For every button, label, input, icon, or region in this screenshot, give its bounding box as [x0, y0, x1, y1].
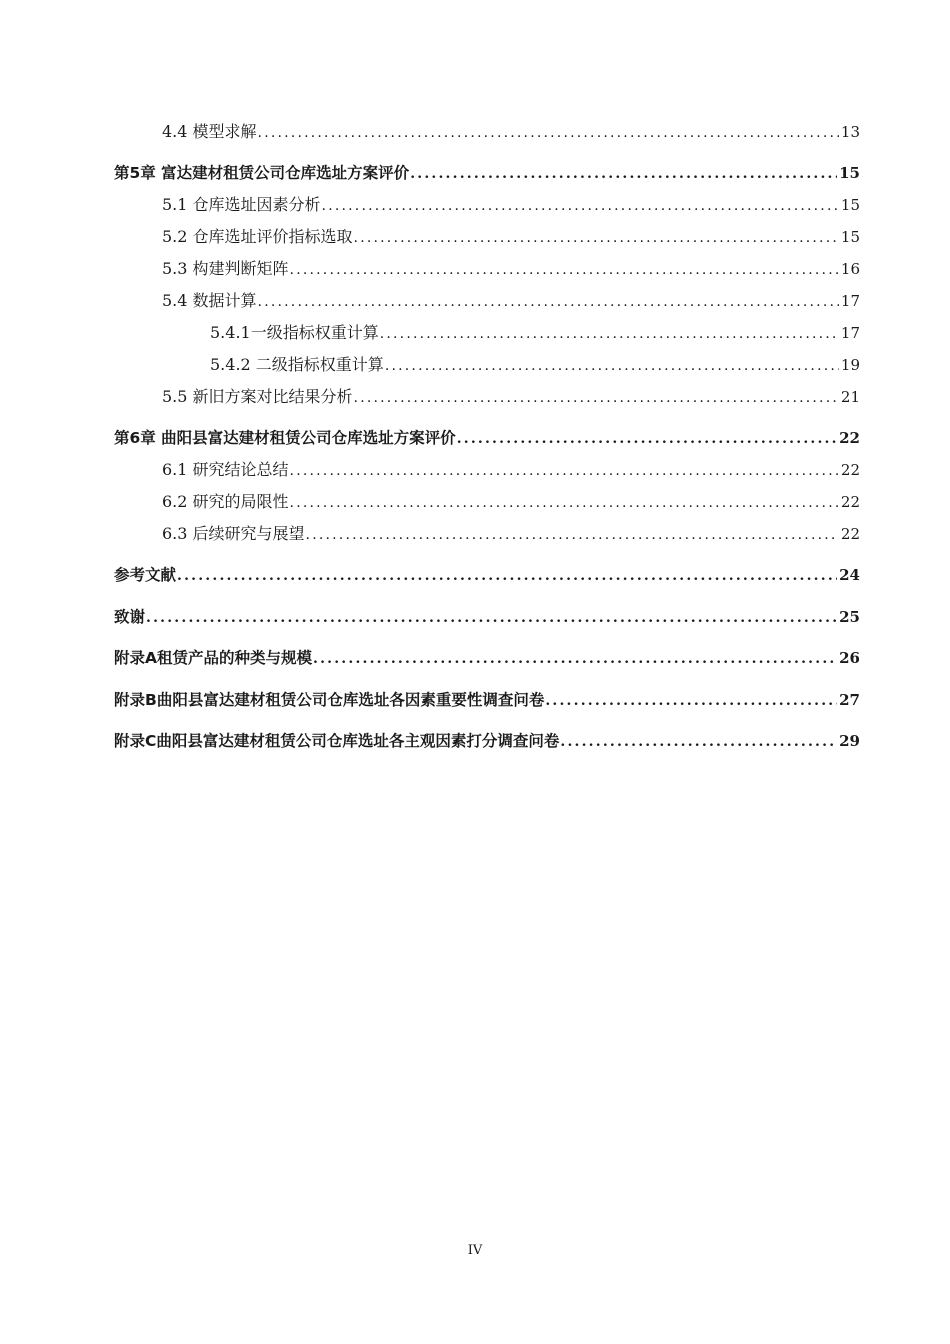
toc-entry-5-3[interactable]: [162, 258, 860, 281]
toc-page-number: 19: [840, 356, 860, 374]
toc-entry-acknowledgements[interactable]: [114, 606, 860, 629]
toc-entry-5-2[interactable]: [162, 226, 860, 249]
toc-page-number: 15: [840, 228, 860, 246]
toc-entry-title: 6.2 研究的局限性: [162, 492, 289, 511]
toc-dot-leader: [457, 428, 837, 450]
toc-page-number: 22: [840, 461, 860, 479]
toc-entry-title: 参考文献: [114, 566, 177, 584]
toc-entry-references[interactable]: [114, 564, 860, 587]
toc-dot-leader: [410, 163, 837, 185]
toc-entry-5-5[interactable]: [162, 386, 860, 409]
toc-entry-title: 第5章 富达建材租赁公司仓库选址方案评价: [114, 164, 410, 182]
toc-entry-title: 5.4.1一级指标权重计算: [210, 323, 379, 342]
toc-entry-title: 第6章 曲阳县富达建材租赁公司仓库选址方案评价: [114, 429, 456, 447]
toc-entry-chapter-5[interactable]: [114, 162, 860, 185]
toc-dot-leader: [354, 227, 839, 249]
toc-page-number: 29: [839, 732, 860, 750]
toc-dot-leader: [313, 648, 837, 670]
toc-entry-5-4-2[interactable]: [210, 354, 860, 377]
toc-page-number: 25: [839, 608, 860, 626]
toc-entry-title: 致谢: [114, 608, 146, 626]
toc-entry-4-4[interactable]: [162, 121, 860, 144]
toc-entry-5-4-1[interactable]: [210, 322, 860, 345]
toc-page-number: 13: [840, 123, 860, 141]
toc-entry-title: 附录C曲阳县富达建材租赁公司仓库选址各主观因素打分调查问卷: [114, 732, 560, 750]
toc-page-number: 21: [840, 388, 860, 406]
toc-entry-title: 5.4 数据计算: [162, 291, 257, 310]
toc-entry-title: 5.2 仓库选址评价指标选取: [162, 227, 353, 246]
toc-dot-leader: [380, 323, 839, 345]
toc-dot-leader: [545, 690, 837, 712]
toc-dot-leader: [146, 607, 837, 629]
toc-entry-title: 5.1 仓库选址因素分析: [162, 195, 321, 214]
toc-entry-5-4[interactable]: [162, 290, 860, 313]
toc-entry-6-3[interactable]: [162, 523, 860, 546]
toc-page-number: 27: [839, 691, 860, 709]
toc-page-number: 17: [840, 292, 860, 310]
toc-entry-title: 附录B曲阳县富达建材租赁公司仓库选址各因素重要性调查问卷: [114, 691, 545, 709]
toc-page-number: 24: [839, 566, 860, 584]
toc-entry-title: 4.4 模型求解: [162, 122, 257, 141]
toc-entry-title: 5.3 构建判断矩阵: [162, 259, 289, 278]
toc-page-number: 26: [839, 649, 860, 667]
toc-entry-6-2[interactable]: [162, 491, 860, 514]
toc-entry-title: 6.3 后续研究与展望: [162, 524, 305, 543]
toc-dot-leader: [290, 259, 839, 281]
toc-entry-title: 6.1 研究结论总结: [162, 460, 289, 479]
toc-entry-6-1[interactable]: [162, 459, 860, 482]
toc-entry-title: 5.5 新旧方案对比结果分析: [162, 387, 353, 406]
toc-dot-leader: [306, 524, 839, 546]
toc-entry-appendix-a[interactable]: [114, 647, 860, 670]
toc-page-number: 15: [839, 164, 860, 182]
toc-dot-leader: [560, 731, 837, 753]
toc-page-number: 22: [840, 493, 860, 511]
toc-dot-leader: [385, 355, 839, 377]
toc-dot-leader: [322, 195, 839, 217]
toc-page-number: 22: [839, 429, 860, 447]
toc-dot-leader: [354, 387, 839, 409]
toc-entry-title: 5.4.2 二级指标权重计算: [210, 355, 384, 374]
toc-page-number: 16: [840, 260, 860, 278]
toc-page-number: 22: [840, 525, 860, 543]
toc-entry-title: 附录A租赁产品的种类与规模: [114, 649, 312, 667]
page-number-footer: IV: [467, 1243, 483, 1258]
toc-dot-leader: [177, 565, 837, 587]
toc-entry-appendix-c[interactable]: [114, 730, 860, 753]
toc-dot-leader: [290, 492, 839, 514]
toc-dot-leader: [258, 291, 839, 313]
toc-dot-leader: [290, 460, 839, 482]
toc-page-number: 15: [840, 196, 860, 214]
toc-dot-leader: [258, 122, 839, 144]
toc-entry-appendix-b[interactable]: [114, 689, 860, 712]
toc-entry-chapter-6[interactable]: [114, 427, 860, 450]
toc-entry-5-1[interactable]: [162, 194, 860, 217]
toc-page-number: 17: [840, 324, 860, 342]
